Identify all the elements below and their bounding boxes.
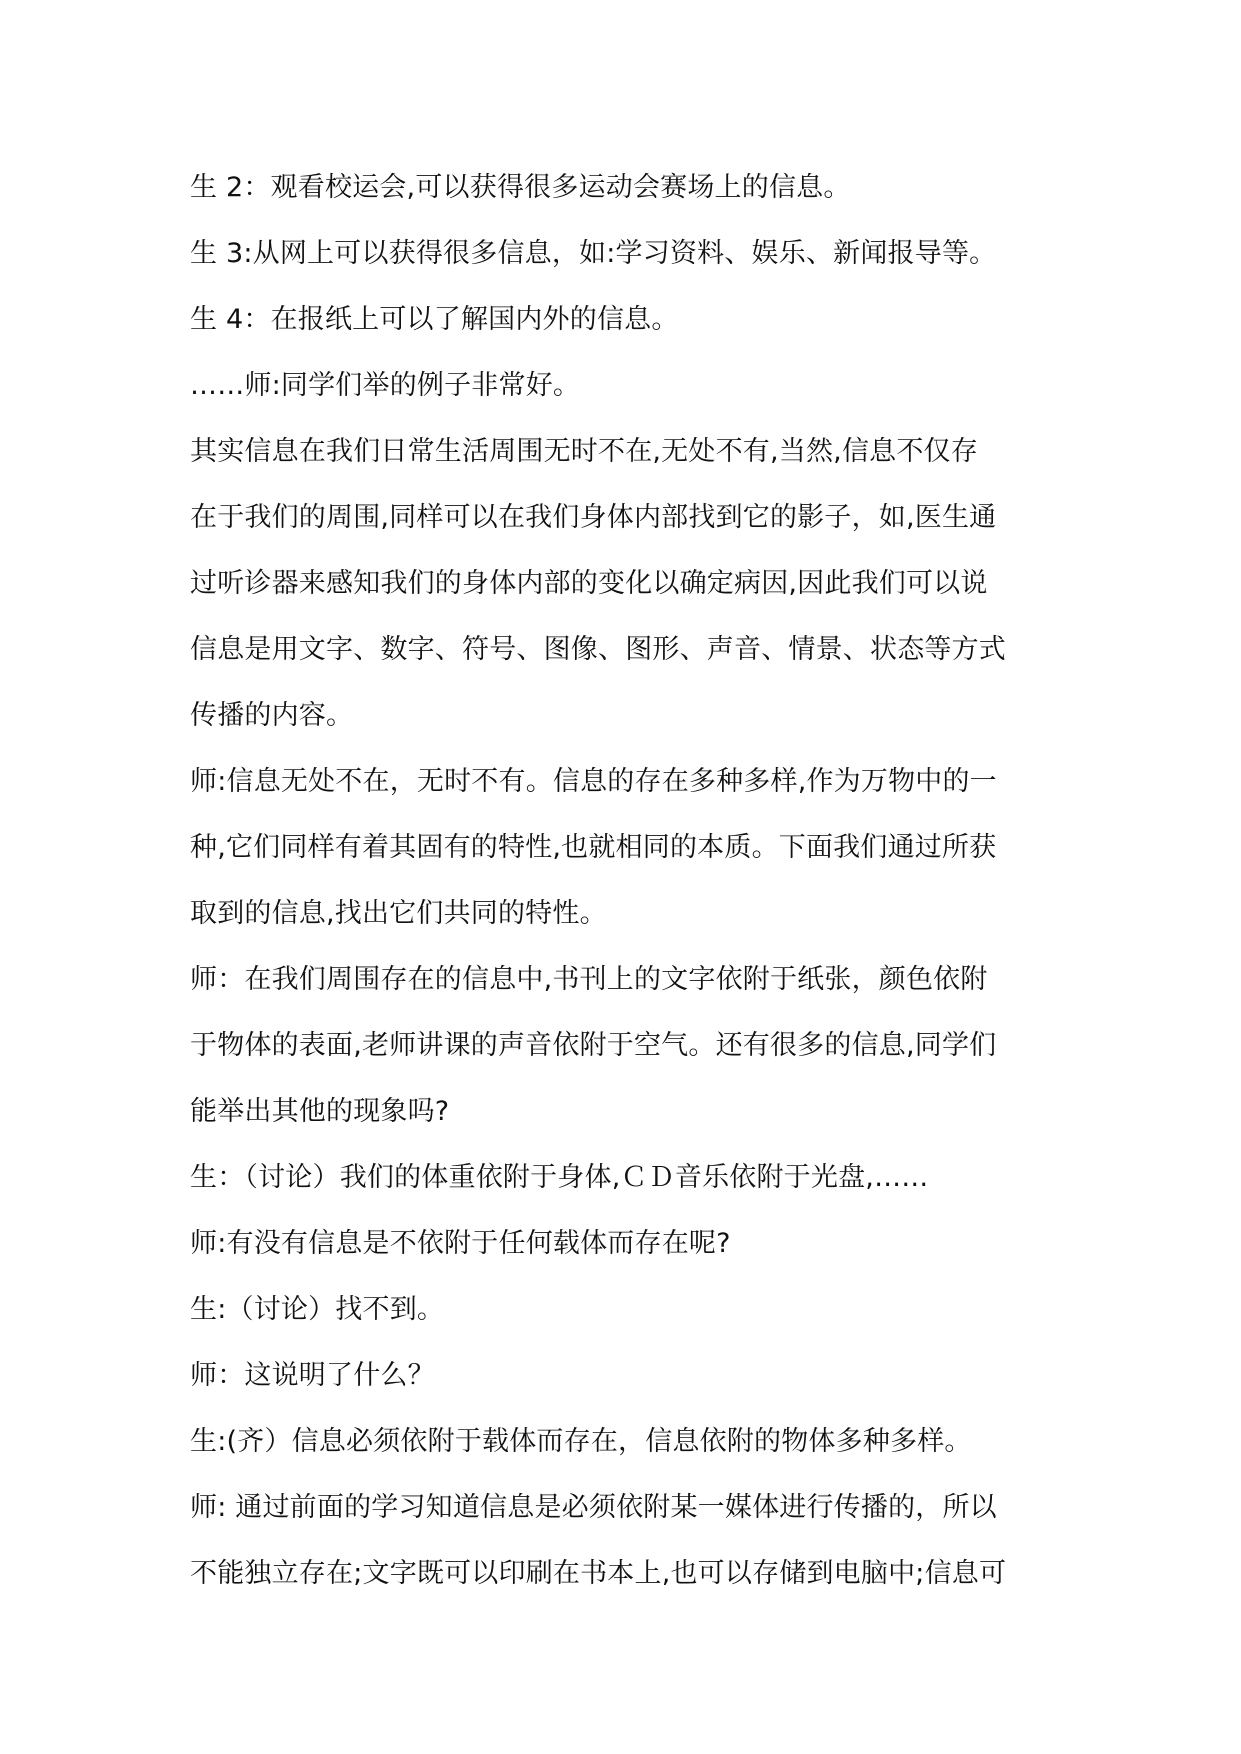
text-line: 不能独立存在;文字既可以印刷在书本上,也可以存储到电脑中;信息可 <box>190 1558 1007 1589</box>
text-line: 生 4：在报纸上可以了解国内外的信息。 <box>190 304 679 335</box>
text-line: 生:(齐）信息必须依附于载体而存在，信息依附的物体多种多样。 <box>190 1426 972 1457</box>
text-line: 其实信息在我们日常生活周围无时不在,无处不有,当然,信息不仅存 <box>190 436 978 467</box>
text-line: 于物体的表面,老师讲课的声音依附于空气。还有很多的信息,同学们 <box>190 1030 997 1061</box>
text-line: 能举出其他的现象吗? <box>190 1096 450 1127</box>
text-line: 种,它们同样有着其固有的特性,也就相同的本质。下面我们通过所获 <box>190 832 997 863</box>
text-line: 师: 通过前面的学习知道信息是必须依附某一媒体进行传播的，所以 <box>190 1492 997 1523</box>
text-line: 师:有没有信息是不依附于任何载体而存在呢? <box>190 1228 731 1259</box>
text-line: ……师:同学们举的例子非常好。 <box>190 370 581 401</box>
text-line: 传播的内容。 <box>190 700 354 731</box>
text-line: 生 3:从网上可以获得很多信息，如:学习资料、娱乐、新闻报导等。 <box>190 238 997 269</box>
text-line: 师：这说明了什么？ <box>190 1360 435 1391</box>
text-line: 师:信息无处不在，无时不有。信息的存在多种多样,作为万物中的一 <box>190 766 997 797</box>
text-line: 信息是用文字、数字、符号、图像、图形、声音、情景、状态等方式 <box>190 634 1006 665</box>
text-line: 生：（讨论）我们的体重依附于身体,ＣＤ音乐依附于光盘,…… <box>190 1162 929 1193</box>
text-line: 过听诊器来感知我们的身体内部的变化以确定病因,因此我们可以说 <box>190 568 988 599</box>
text-line: 生:（讨论）找不到。 <box>190 1294 445 1325</box>
text-line: 师：在我们周围存在的信息中,书刊上的文字依附于纸张，颜色依附 <box>190 964 988 995</box>
document-body <box>190 155 1062 1607</box>
text-line: 在于我们的周围,同样可以在我们身体内部找到它的影子，如,医生通 <box>190 502 997 533</box>
text-line: 取到的信息,找出它们共同的特性。 <box>190 898 607 929</box>
text-line: 生 2：观看校运会,可以获得很多运动会赛场上的信息。 <box>190 172 851 203</box>
